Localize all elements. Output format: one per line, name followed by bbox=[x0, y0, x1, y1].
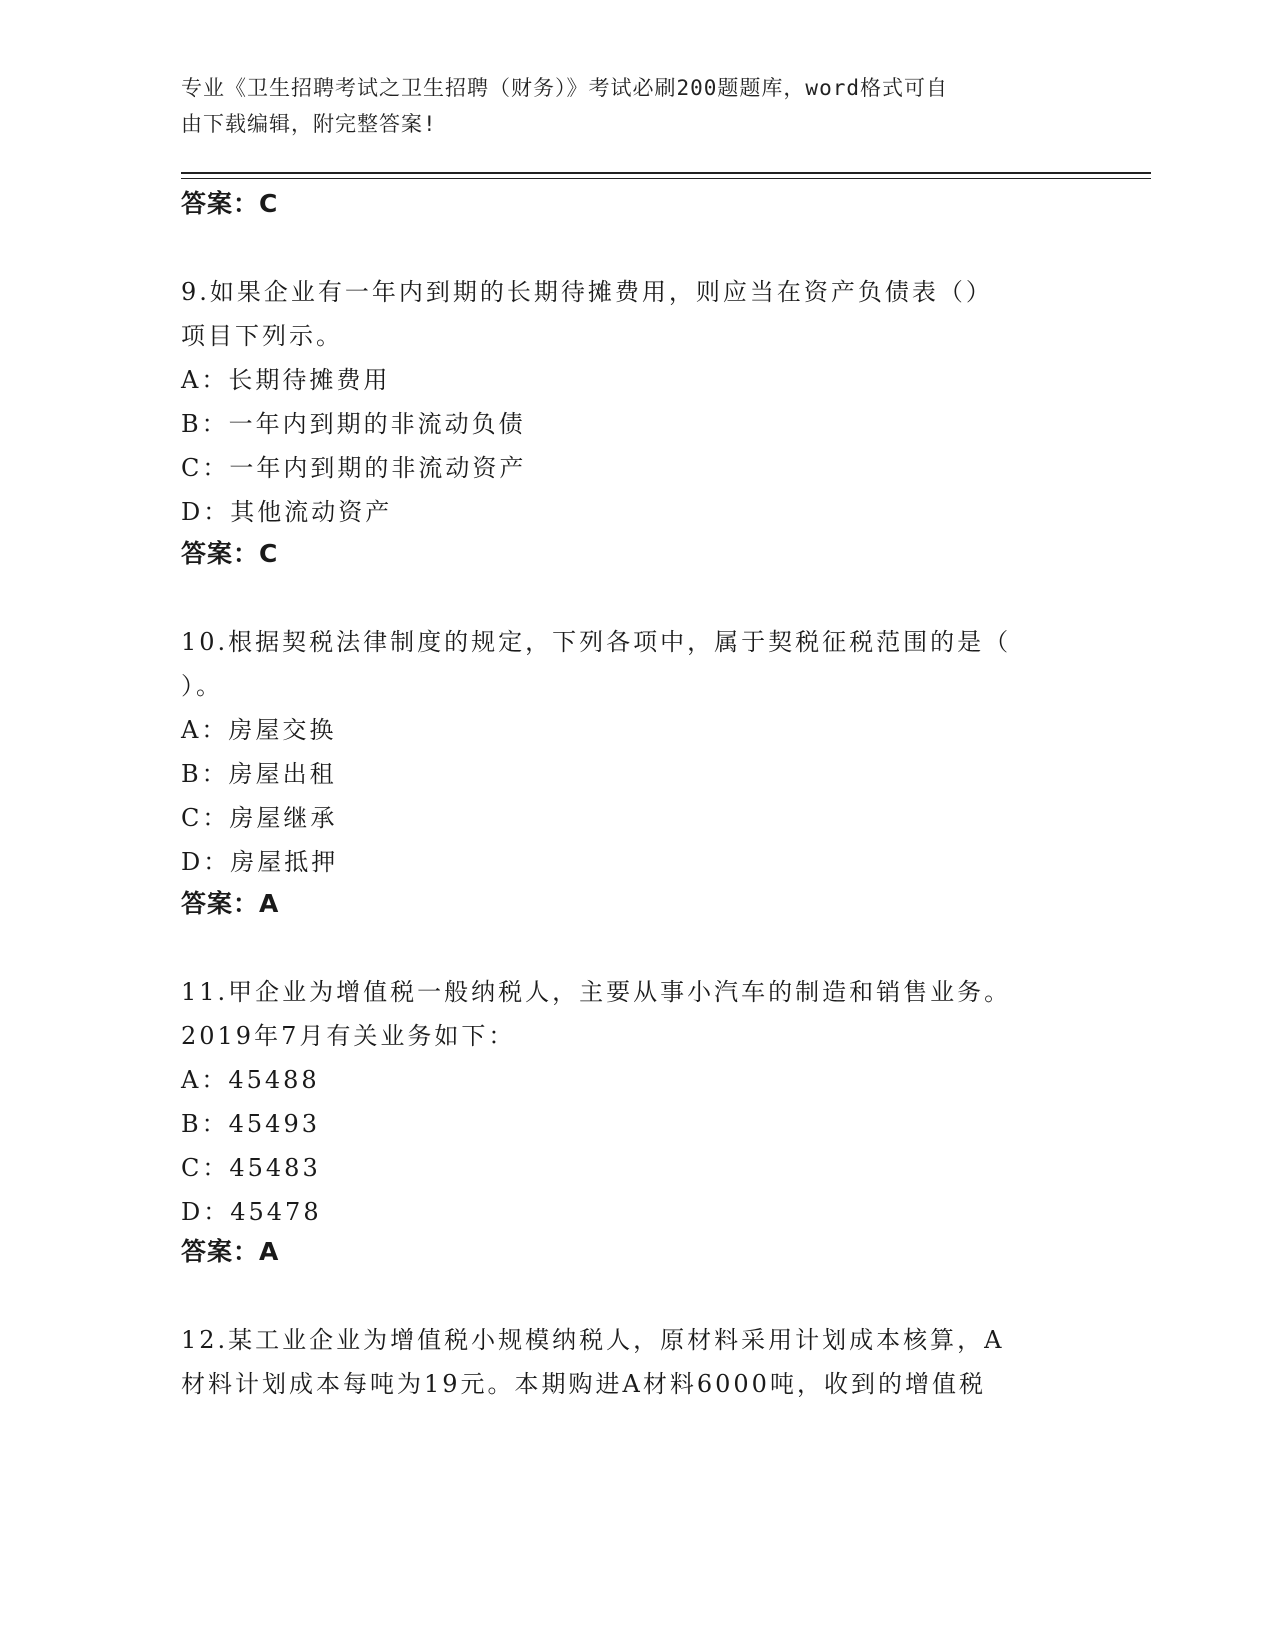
question-9-option-d: D：其他流动资产 bbox=[181, 498, 393, 526]
question-10-option-d: D：房屋抵押 bbox=[181, 848, 339, 876]
question-11-answer: 答案：A bbox=[181, 1237, 280, 1266]
question-11-option-a: A：45488 bbox=[181, 1066, 320, 1094]
header-line-1: 专业《卫生招聘考试之卫生招聘（财务）》考试必刷200题题库，word格式可自 bbox=[181, 76, 948, 100]
question-9-option-c: C：一年内到期的非流动资产 bbox=[181, 454, 527, 482]
question-12-stem-2: 材料计划成本每吨为19元。本期购进A材料6000吨，收到的增值税 bbox=[181, 1370, 986, 1398]
question-10-stem-2: ）。 bbox=[181, 672, 223, 700]
question-9-stem-2: 项目下列示。 bbox=[181, 322, 343, 350]
question-11-stem-2: 2019年7月有关业务如下： bbox=[181, 1022, 516, 1050]
question-11-stem-1: 11.甲企业为增值税一般纳税人，主要从事小汽车的制造和销售业务。 bbox=[181, 978, 1012, 1006]
question-10-option-c: C：房屋继承 bbox=[181, 804, 338, 832]
header-rule-thick bbox=[181, 172, 1151, 174]
question-10-answer: 答案：A bbox=[181, 889, 280, 918]
question-11-option-b: B：45493 bbox=[181, 1110, 320, 1138]
question-9-option-b: B：一年内到期的非流动负债 bbox=[181, 410, 526, 438]
header-rule-thin bbox=[181, 178, 1151, 179]
header-line-2: 由下载编辑，附完整答案! bbox=[181, 112, 437, 136]
question-9-stem-1: 9.如果企业有一年内到期的长期待摊费用，则应当在资产负债表（） bbox=[181, 278, 993, 306]
question-10-option-a: A：房屋交换 bbox=[181, 716, 337, 744]
document-header bbox=[181, 70, 1041, 142]
question-9-option-a: A：长期待摊费用 bbox=[181, 366, 391, 394]
question-11-option-c: C：45483 bbox=[181, 1154, 321, 1182]
question-9-answer: 答案：C bbox=[181, 539, 279, 568]
question-12-stem-1: 12.某工业企业为增值税小规模纳税人，原材料采用计划成本核算，A bbox=[181, 1326, 1005, 1354]
question-10-option-b: B：房屋出租 bbox=[181, 760, 337, 788]
answer-line: 答案：C bbox=[181, 189, 279, 218]
question-11-option-d: D：45478 bbox=[181, 1198, 322, 1226]
question-10-stem-1: 10.根据契税法律制度的规定，下列各项中，属于契税征税范围的是（ bbox=[181, 628, 1012, 656]
